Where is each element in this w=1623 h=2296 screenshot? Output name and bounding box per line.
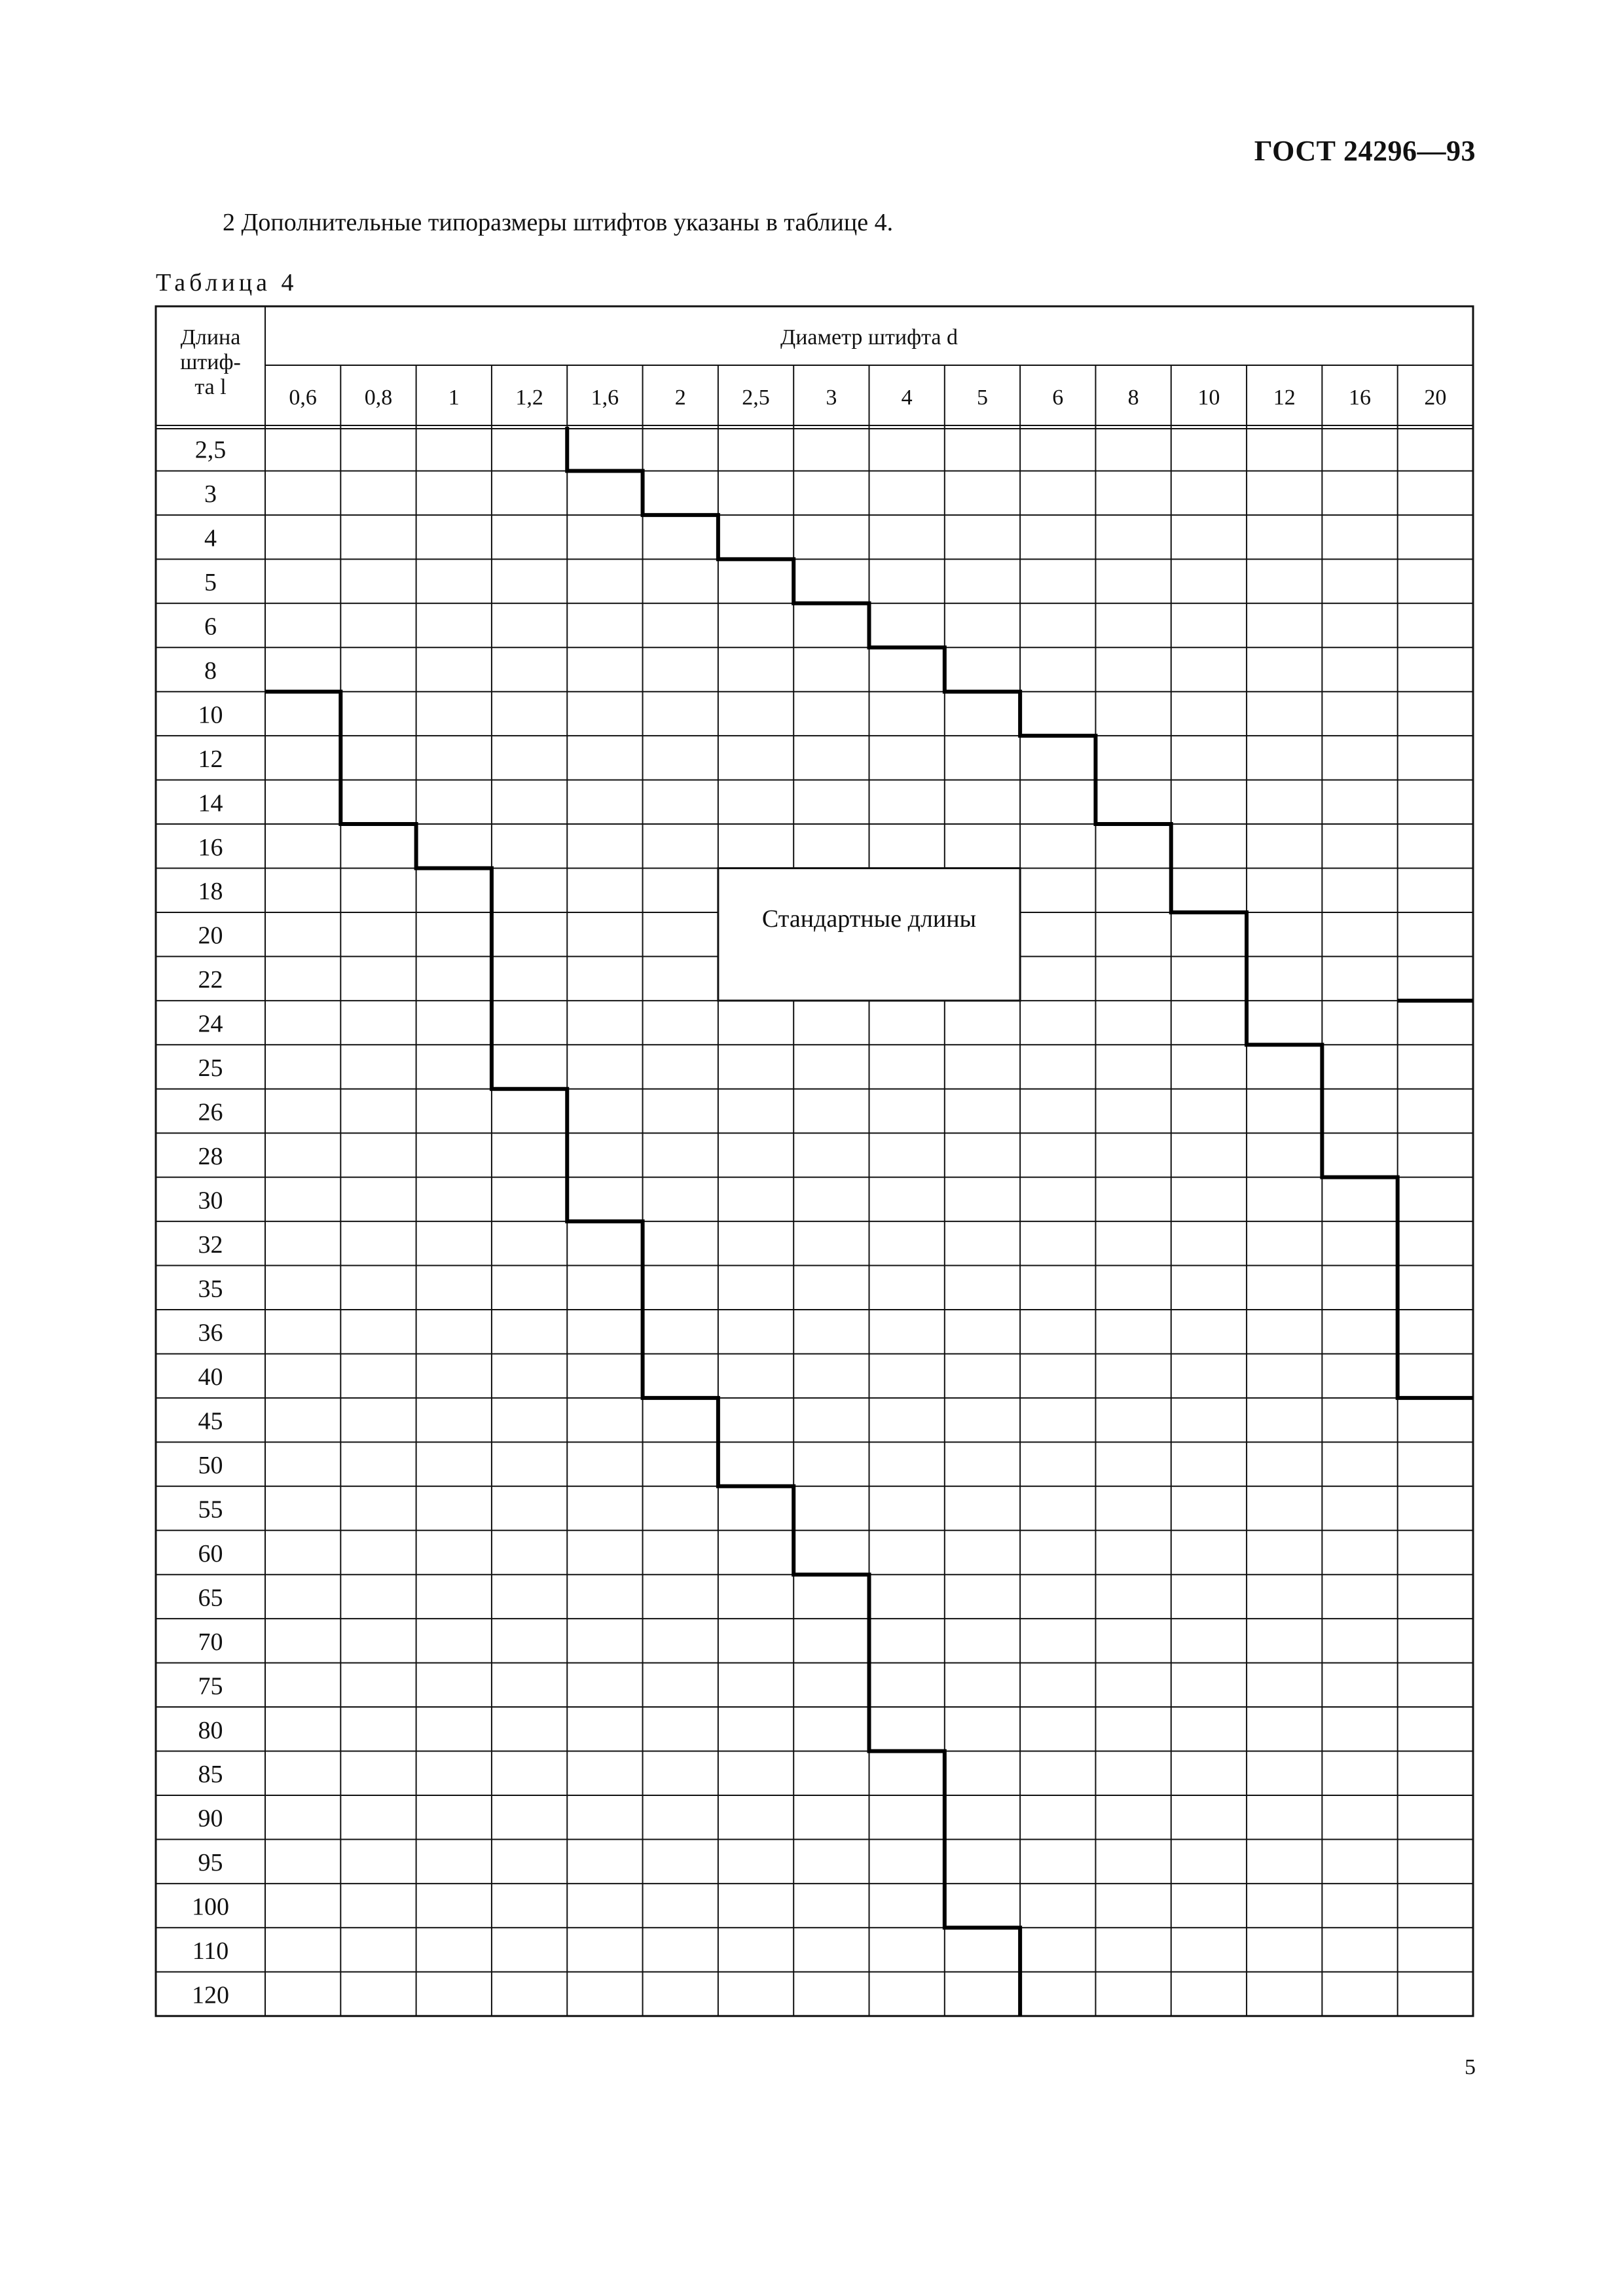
length-row-label: 60	[198, 1539, 223, 1568]
row-header-label: та l	[194, 375, 227, 399]
length-row-label: 36	[198, 1319, 223, 1347]
length-row-label: 55	[198, 1496, 223, 1524]
diameter-column-header: 0,6	[289, 386, 317, 410]
length-row-label: 95	[198, 1849, 223, 1877]
table-caption: Таблица 4	[156, 269, 298, 296]
length-row-label: 85	[198, 1761, 223, 1789]
length-row-label: 8	[204, 656, 217, 685]
diameter-column-header: 16	[1349, 386, 1372, 410]
diameter-column-header: 2	[674, 386, 686, 410]
diameter-column-header: 12	[1273, 386, 1296, 410]
diameter-column-header: 1	[448, 386, 460, 410]
length-row-label: 45	[198, 1407, 223, 1435]
length-row-label: 80	[198, 1716, 223, 1744]
diameter-column-header: 6	[1052, 386, 1064, 410]
diameter-column-header: 4	[901, 386, 913, 410]
length-row-label: 24	[198, 1010, 223, 1038]
length-row-label: 14	[198, 789, 223, 817]
diameter-header-label: Диаметр штифта d	[780, 325, 958, 350]
length-row-label: 100	[192, 1893, 229, 1921]
page-number: 5	[1465, 2055, 1476, 2079]
length-row-label: 32	[198, 1230, 223, 1259]
diameter-column-header: 1,2	[515, 386, 543, 410]
length-row-label: 26	[198, 1098, 223, 1126]
length-row-label: 50	[198, 1452, 223, 1480]
length-row-label: 120	[192, 1981, 229, 2009]
diameter-column-header: 1,6	[591, 386, 619, 410]
length-row-label: 3	[204, 480, 217, 509]
length-row-label: 30	[198, 1187, 223, 1215]
table-note: 2 Дополнительные типоразмеры штифтов указаны в таблице 4.	[223, 209, 894, 236]
length-row-label: 2,5	[194, 436, 227, 464]
length-row-label: 28	[198, 1142, 223, 1170]
length-row-label: 18	[198, 878, 223, 906]
length-row-label: 5	[204, 569, 217, 597]
document-standard-header: ГОСТ 24296—93	[1254, 135, 1476, 167]
row-header-label: Длина	[180, 325, 241, 350]
diameter-column-header: 10	[1197, 386, 1220, 410]
length-row-label: 35	[198, 1275, 223, 1303]
length-row-label: 10	[198, 701, 223, 729]
length-row-label: 90	[198, 1804, 223, 1833]
diameter-column-header: 2,5	[742, 386, 770, 410]
length-row-label: 110	[192, 1937, 229, 1965]
diameter-column-header: 0,8	[364, 386, 393, 410]
length-row-label: 75	[198, 1672, 223, 1700]
diameter-column-header: 8	[1127, 386, 1139, 410]
length-row-label: 40	[198, 1363, 223, 1391]
diameter-column-header: 5	[976, 386, 988, 410]
length-row-label: 16	[198, 833, 223, 861]
standard-lengths-box	[718, 869, 1020, 1001]
length-row-label: 4	[204, 524, 217, 552]
length-row-label: 65	[198, 1584, 223, 1612]
length-row-label: 6	[204, 613, 217, 641]
standard-lengths-label: Стандартные длины	[761, 905, 977, 933]
length-row-label: 20	[198, 922, 223, 950]
length-row-label: 22	[198, 966, 223, 994]
diameter-column-header: 20	[1424, 386, 1447, 410]
table-frame	[156, 306, 1473, 2016]
diameter-column-header: 3	[826, 386, 837, 410]
length-row-label: 25	[198, 1054, 223, 1083]
table-grid-lines	[156, 306, 1473, 2016]
row-header-label: штиф-	[180, 350, 241, 374]
length-row-label: 12	[198, 745, 223, 773]
length-row-label: 70	[198, 1628, 223, 1656]
